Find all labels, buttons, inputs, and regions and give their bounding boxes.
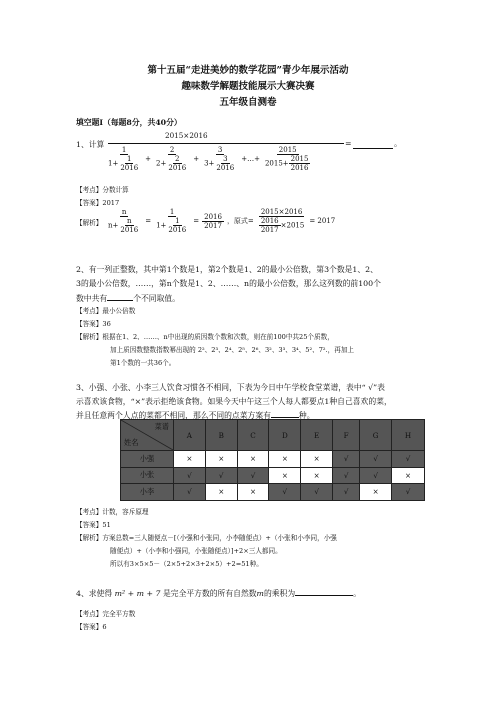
table-cell: × [269, 451, 301, 468]
table-row [121, 467, 425, 484]
q2-line-2: 3的最小公倍数，……，第n个数是1、2、……、n的最小公倍数，那么这列数的前100个 [76, 279, 381, 288]
table-cell: × [237, 451, 269, 468]
column-header: F [333, 420, 360, 451]
table-cell: √ [333, 467, 360, 484]
q4-line: 4、求使得 m² + m + 7 是完全平方数的所有自然数m的乘积为 。 [76, 589, 361, 598]
table-cell: √ [360, 467, 392, 484]
table-cell: × [237, 484, 269, 501]
column-header: D [269, 420, 301, 451]
table-cell: × [301, 467, 333, 484]
column-header: H [392, 420, 425, 451]
row-name: 小张 [121, 467, 174, 484]
q4-answer-blank [295, 587, 353, 596]
column-header: A [174, 420, 206, 451]
q1-term-1: 1 1+ $\frac{1}{2016}$ [108, 146, 139, 172]
column-header: B [205, 420, 237, 451]
table-cell: √ [237, 467, 269, 484]
section-title: 填空题Ⅰ（每题8分，共40分） [76, 118, 182, 127]
table-cell: √ [174, 467, 206, 484]
table-row [121, 451, 425, 468]
q4-daan: 【答案】6 [76, 623, 107, 631]
table-cell: √ [301, 484, 333, 501]
q1-top-expression: 2015×2016 [165, 131, 208, 140]
q1-daan: 【答案】2017 [76, 199, 120, 207]
q2-jiexi-3: 第1个数的一共36个。 [110, 359, 176, 367]
row-name: 小强 [121, 451, 174, 468]
table-cell: √ [333, 451, 360, 468]
table-cell: √ [269, 484, 301, 501]
table-corner-cell: 菜谱 姓名 [121, 420, 174, 451]
q2-jiexi-2: 加上质因数整数指数幂出现的 2²、2³、2⁴、2⁵、2⁶、3²、3³、3⁴、5²、7².，再加上 [110, 346, 355, 354]
q1-solution: n n+ $\frac{n}{2016}$ = 1 1+ $\frac{1}{2016}$ = $\frac{2016}{2017}$ ，原式= 2015×2016 $\frac{2016}{2017}$ ×2015 = 2017 [108, 208, 336, 234]
menu-preference-table [120, 419, 425, 501]
q2-line-1: 2、有一列正整数，其中第1个数是1，第2个数是1、2的最小公倍数，第3个数是1、2、 [76, 265, 378, 274]
table-cell: × [205, 451, 237, 468]
q1-jiexi-label: 【解析】 [76, 219, 103, 227]
q2-line-3: 数中共有 个不同取值。 [76, 294, 180, 303]
table-cell: × [269, 467, 301, 484]
q3-line-3: 并且任意两个人点的菜都不相同，那么不同的点菜方案有 种。 [76, 411, 315, 420]
q1-answer-blank [353, 138, 393, 149]
table-cell: × [360, 484, 392, 501]
q3-line-2: 示喜欢该食物，“×”表示拒绝该食物。如果今天中午这三个人每人都要点1种自己喜欢的菜， [76, 397, 392, 406]
q3-jiexi-3: 所以有3×5×5－（2×5+2×3+2×5）+2=51种。 [110, 560, 263, 568]
q3-kaodian: 【考点】计数，容斥原理 [76, 508, 149, 516]
table-cell: √ [333, 484, 360, 501]
row-name: 小李 [121, 484, 174, 501]
q1-term-2: 2 2+ $\frac{2}{2016}$ [156, 146, 187, 172]
table-cell: × [205, 484, 237, 501]
q2-jiexi-1: 【解析】根据在1、2、……、n中出现的质因数个数和次数，则在前100中共25个质数， [76, 333, 334, 341]
column-header: C [237, 420, 269, 451]
table-cell: √ [205, 467, 237, 484]
q3-daan: 【答案】51 [76, 521, 111, 529]
q1-period: 。 [394, 139, 402, 148]
header-line-2: 趣味数学解题技能展示大赛决赛 [181, 81, 315, 92]
q1-denominator: 1 1+ $\frac{1}{2016}$ + 2 2+ $\frac{2}{2016}$ + 3 3+ $\frac{3}{2016}$ +…+ 2015 2015+ $\frac{2015}{2016}$ [106, 146, 312, 172]
q1-label: 1、计算 [76, 140, 105, 149]
q3-jiexi-1: 【解析】方案总数=三人随便点－[（小强和小张同，小李随便点）+（小张和小李同，小强 [76, 534, 337, 542]
header-line-3: 五年级自测卷 [219, 97, 277, 108]
q2-kaodian: 【考点】最小公倍数 [76, 307, 136, 315]
table-header-row [121, 420, 425, 451]
table-cell: √ [392, 451, 425, 468]
table-cell: √ [392, 484, 425, 501]
table-cell: × [301, 451, 333, 468]
q1-kaodian: 【考点】分数计算 [76, 186, 129, 194]
q1-main-fraction-bar [108, 143, 344, 144]
q3-answer-blank [271, 409, 299, 418]
table-cell: √ [360, 451, 392, 468]
q2-answer-blank [107, 292, 133, 301]
table-cell: × [392, 467, 425, 484]
table-cell: × [174, 451, 206, 468]
column-header: E [301, 420, 333, 451]
column-header: G [360, 420, 392, 451]
q3-line-1: 3、小强、小张、小李三人饮食习惯各不相同，下表为今日中午学校食堂菜谱，表中“ √”表 [76, 383, 385, 392]
q3-jiexi-2: 随便点）+（小李和小强同，小张随便点）]+2×三人都同。 [110, 547, 282, 555]
q1-equals: = [345, 139, 352, 148]
header-line-1: 第十五届“走进美妙的数学花园”青少年展示活动 [147, 65, 349, 76]
table-cell: √ [174, 484, 206, 501]
q1-term-3: 3 3+ $\frac{3}{2016}$ [204, 146, 235, 172]
q4-kaodian: 【考点】完全平方数 [76, 610, 136, 618]
table-row [121, 484, 425, 501]
q2-daan: 【答案】36 [76, 320, 111, 328]
q1-term-last: 2015 2015+ $\frac{2015}{2016}$ [264, 146, 309, 172]
